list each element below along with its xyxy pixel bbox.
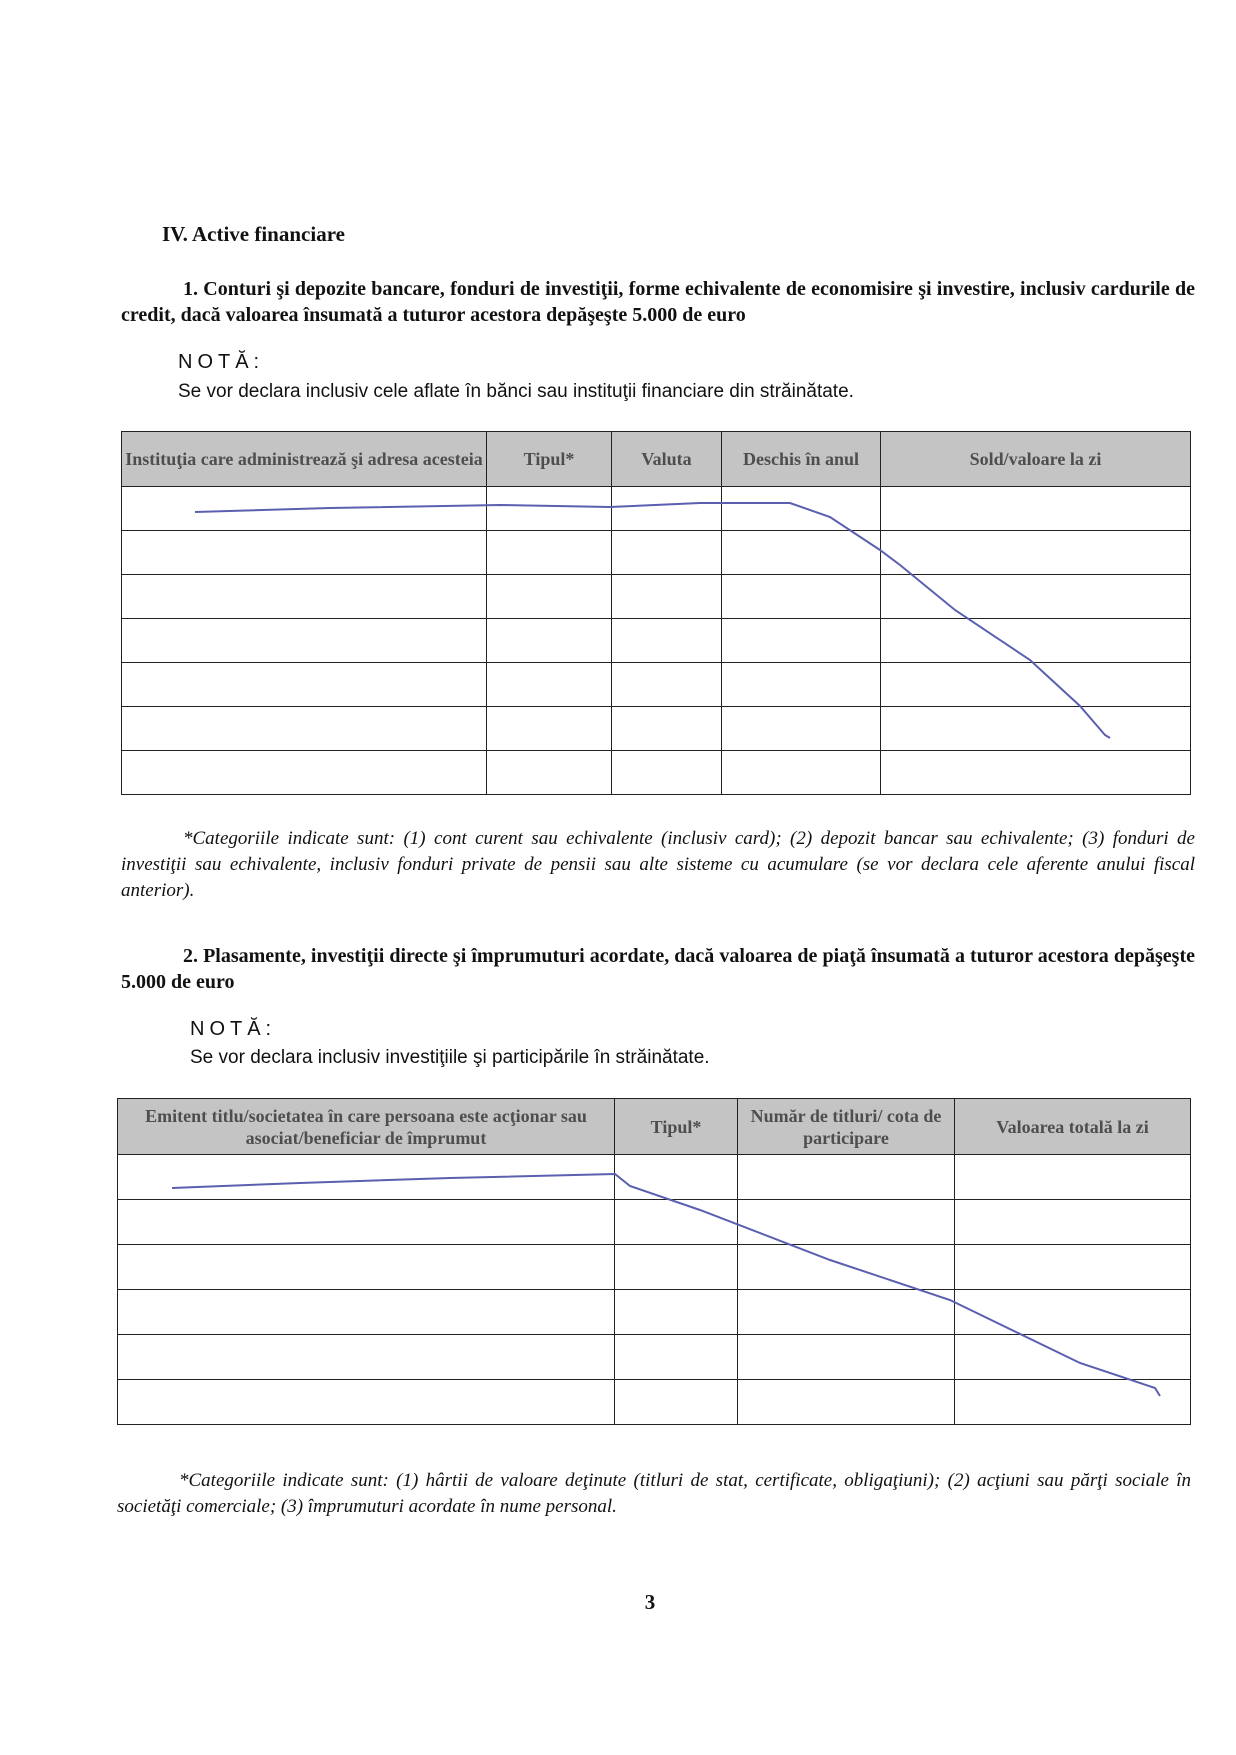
- investments-cell: [118, 1290, 615, 1335]
- bank-accounts-cell: [881, 707, 1191, 751]
- investments-cell: [118, 1200, 615, 1245]
- bank-accounts-cell: [487, 619, 612, 663]
- bank-accounts-row: [122, 707, 1191, 751]
- investments-cell: [118, 1335, 615, 1380]
- investments-row: [118, 1155, 1191, 1200]
- bank-accounts-cell: [881, 487, 1191, 531]
- section2-nota-label: NOTĂ:: [190, 1018, 277, 1040]
- bank-accounts-cell: [722, 663, 881, 707]
- section1-nota-label: NOTĂ:: [178, 351, 265, 373]
- bank-accounts-cell: [612, 751, 722, 795]
- bank-accounts-cell: [881, 619, 1191, 663]
- investments-cell: [118, 1245, 615, 1290]
- bank-accounts-cell: [122, 487, 487, 531]
- investments-cell: [615, 1245, 738, 1290]
- investments-row: [118, 1290, 1191, 1335]
- bank-accounts-cell: [612, 707, 722, 751]
- bank-accounts-cell: [612, 575, 722, 619]
- col-total-value: Valoarea totală la zi: [955, 1099, 1191, 1155]
- investments-cell: [738, 1335, 955, 1380]
- bank-accounts-cell: [881, 575, 1191, 619]
- section2-heading-text: 2. Plasamente, investiţii directe şi împrumuturi acordate, dacă valoarea de piaţă însumată a tuturor acestora depăşeşte 5.000 de euro: [121, 945, 1195, 993]
- investments-cell: [615, 1155, 738, 1200]
- bank-accounts-cell: [881, 663, 1191, 707]
- bank-accounts-cell: [722, 531, 881, 575]
- investments-cell: [738, 1200, 955, 1245]
- col-type: Tipul*: [615, 1099, 738, 1155]
- investments-cell: [955, 1155, 1191, 1200]
- section2-footnote: [117, 1468, 1191, 1520]
- section1-footnote: [121, 826, 1195, 904]
- bank-accounts-cell: [487, 707, 612, 751]
- bank-accounts-cell: [881, 751, 1191, 795]
- bank-accounts-cell: [881, 531, 1191, 575]
- bank-accounts-cell: [487, 663, 612, 707]
- bank-accounts-cell: [122, 575, 487, 619]
- investments-table: [117, 1098, 1191, 1425]
- bank-accounts-table: [121, 431, 1191, 795]
- investments-cell: [738, 1380, 955, 1425]
- investments-cell: [615, 1335, 738, 1380]
- investments-header-row: [118, 1099, 1191, 1155]
- bank-accounts-cell: [487, 751, 612, 795]
- section2-footnote-text: *Categoriile indicate sunt: (1) hârtii de valoare deţinute (titluri de stat, certificate, obligaţiuni); (2) acţiuni sau părţi sociale în societăţi comerciale; (3) împrumuturi acordate în nume personal.: [117, 1470, 1191, 1517]
- bank-accounts-row: [122, 619, 1191, 663]
- bank-accounts-cell: [487, 531, 612, 575]
- bank-accounts-cell: [722, 707, 881, 751]
- bank-accounts-cell: [122, 751, 487, 795]
- investments-cell: [955, 1335, 1191, 1380]
- investments-body: [118, 1155, 1191, 1425]
- bank-accounts-cell: [122, 707, 487, 751]
- bank-accounts-cell: [612, 531, 722, 575]
- page-number: 3: [644, 1590, 656, 1614]
- col-type: Tipul*: [487, 432, 612, 487]
- bank-accounts-cell: [612, 663, 722, 707]
- bank-accounts-body: [122, 487, 1191, 795]
- bank-accounts-row: [122, 531, 1191, 575]
- investments-cell: [615, 1200, 738, 1245]
- section2-heading: [121, 943, 1195, 995]
- investments-row: [118, 1200, 1191, 1245]
- investments-row: [118, 1380, 1191, 1425]
- investments-cell: [118, 1155, 615, 1200]
- bank-accounts-row: [122, 751, 1191, 795]
- bank-accounts-row: [122, 575, 1191, 619]
- investments-cell: [955, 1380, 1191, 1425]
- investments-cell: [955, 1245, 1191, 1290]
- investments-cell: [615, 1380, 738, 1425]
- investments-cell: [118, 1380, 615, 1425]
- bank-accounts-cell: [612, 487, 722, 531]
- col-opened-year: Deschis în anul: [722, 432, 881, 487]
- investments-cell: [738, 1290, 955, 1335]
- bank-accounts-cell: [487, 487, 612, 531]
- investments-cell: [615, 1290, 738, 1335]
- investments-cell: [738, 1155, 955, 1200]
- col-shares-count: Număr de titluri/ cota de participare: [738, 1099, 955, 1155]
- bank-accounts-cell: [722, 619, 881, 663]
- bank-accounts-cell: [722, 751, 881, 795]
- bank-accounts-header-row: [122, 432, 1191, 487]
- bank-accounts-row: [122, 663, 1191, 707]
- bank-accounts-cell: [122, 531, 487, 575]
- bank-accounts-cell: [122, 619, 487, 663]
- col-issuer: Emitent titlu/societatea în care persoana este acţionar sau asociat/beneficiar de împrumut: [118, 1099, 615, 1155]
- section1-heading-text: 1. Conturi şi depozite bancare, fonduri de investiţii, forme echivalente de economisire şi investire, inclusiv cardurile de credit, dacă valoarea însumată a tuturor acestora depăşeşte 5.000 de euro: [121, 278, 1195, 326]
- section1-heading: [121, 276, 1195, 328]
- section1-footnote-text: *Categoriile indicate sunt: (1) cont curent sau echivalente (inclusiv card); (2) depozit bancar sau echivalente; (3) fonduri de investiţii sau echivalente, inclusiv fonduri private de pensii sau alte sisteme cu acumulare (se vor declara cele aferente anului fiscal anterior).: [121, 828, 1195, 901]
- investments-cell: [955, 1290, 1191, 1335]
- investments-row: [118, 1335, 1191, 1380]
- bank-accounts-cell: [722, 575, 881, 619]
- section2-nota-text: Se vor declara inclusiv investiţiile şi participările în străinătate.: [190, 1047, 710, 1068]
- bank-accounts-cell: [487, 575, 612, 619]
- investments-cell: [738, 1245, 955, 1290]
- col-currency: Valuta: [612, 432, 722, 487]
- bank-accounts-cell: [122, 663, 487, 707]
- bank-accounts-row: [122, 487, 1191, 531]
- bank-accounts-cell: [612, 619, 722, 663]
- investments-row: [118, 1245, 1191, 1290]
- section1-nota-text: Se vor declara inclusiv cele aflate în bănci sau instituţii financiare din străinătate.: [178, 381, 854, 402]
- col-balance: Sold/valoare la zi: [881, 432, 1191, 487]
- bank-accounts-cell: [722, 487, 881, 531]
- section-title: IV. Active financiare: [162, 222, 345, 246]
- col-institution: Instituţia care administrează şi adresa acesteia: [122, 432, 487, 487]
- investments-cell: [955, 1200, 1191, 1245]
